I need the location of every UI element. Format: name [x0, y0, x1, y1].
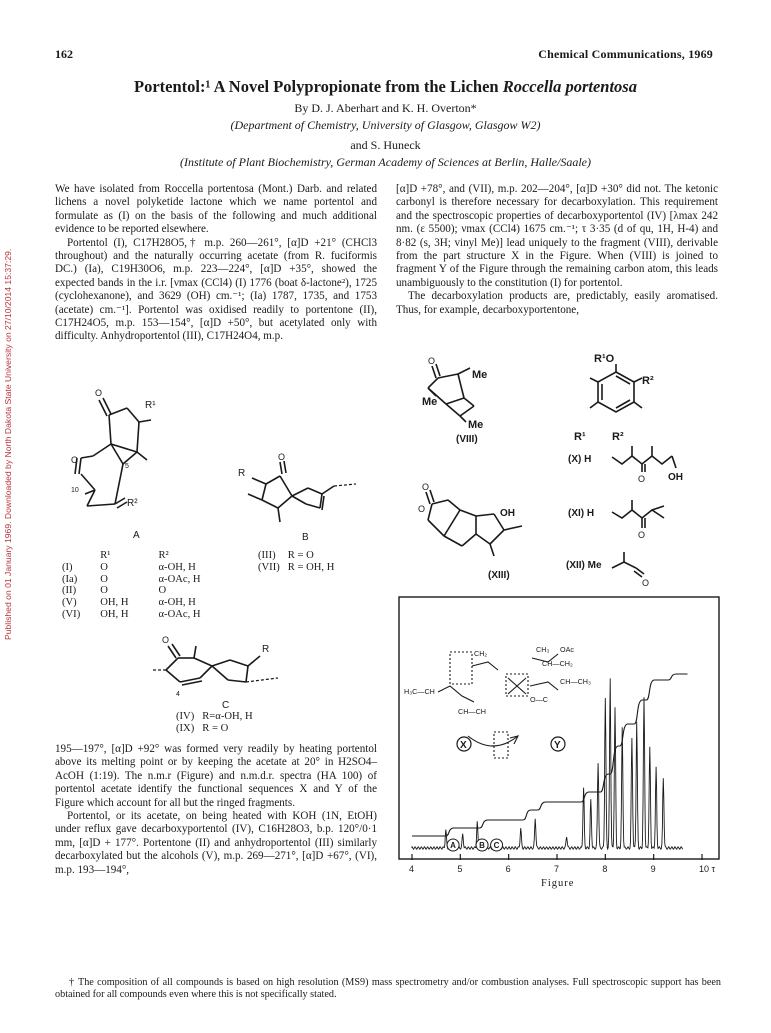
structure-XIII [418, 480, 548, 580]
svg-text:O: O [422, 482, 430, 492]
table-C-cell: (IX) [176, 722, 195, 734]
C-locant-4: 4 [176, 691, 180, 698]
peak-label-A: A [450, 841, 456, 850]
inset-ch2: CH₂ [474, 649, 488, 658]
fragment-XII-label: (XII) Me [566, 560, 602, 571]
figure-caption: Figure [541, 878, 575, 889]
paragraph: The decarboxylation products are, predictably, easily aromatised. Thus, for example, decarboxyportentone, [396, 290, 718, 316]
peak-label-C: C [493, 841, 500, 850]
table-A-cell: (II) [62, 585, 77, 597]
A-R2: R² [127, 498, 138, 509]
affiliation-2: (Institute of Plant Biochemistry, German Academy of Sciences at Berlin, Halle/Saale) [179, 155, 592, 169]
paragraph: Portentol (I), C17H28O5,† m.p. 260—261°, [α]D +21° (CHCl3 throughout) and the naturally occurring acetate (from R. fuciformis DC.) (Ia), C19H30O6, m.p. 223—224°, [α]D +35°, showed the expected bands in the i.r. [νmax (CCl4) (I) 1776 (boat δ-lactone²), 1725 (cyclohexanone), and 3629 (OH) cm.⁻¹; (Ia) 1787, 1735, and 1753 (acetate) cm.⁻¹]. Portentol was oxidised readily to portentone (II), C17H24O5, m.p. 153—154°, [α]D +50°, but acetylated only with difficulty. Anhydroportentol (III), C17H24O4, m.p. [55, 236, 377, 343]
table-C-cell: R=α-OH, H [202, 711, 253, 722]
C-R: R [262, 644, 270, 655]
paragraph: We have isolated from Roccella portentosa (Mont.) Darb. and related lichens a novel polyketide lactone which we name portentol and formulate as (I) on the basis of the following and much additional evidence to be reported elsewhere. [55, 183, 377, 236]
C-label: C [222, 700, 230, 711]
table-A-cell: (V) [62, 597, 77, 609]
paragraph: Portentol, or its acetate, on being heated with KOH (1N, EtOH) under reflux gave decarboxyportentol (IV), C16H28O3, b.p. 120°/0·1 mm, [α]D + 177°. Portentone (II) and anhydroportentol (III) similarly decarboxylated but the alcohols (V), m.p. 269—271°, [α]D +67°, (VI), m.p. 193—194°, [55, 810, 377, 876]
table-A-cell: (Ia) [62, 573, 78, 585]
svg-text:O: O [638, 530, 646, 540]
x-tick-label: 8 [602, 864, 608, 874]
fragment-X-OH: OH [668, 472, 683, 483]
inset-h3c-ch: H₃C—CH [404, 687, 435, 696]
structure-VIII [418, 358, 528, 448]
VIII-Me-left: Me [422, 396, 438, 408]
column-1-top [55, 183, 377, 344]
svg-text:O: O [95, 388, 103, 398]
svg-text:O: O [278, 452, 286, 462]
table-A-cell: α-OAc, H [158, 573, 201, 585]
table-B [258, 550, 342, 574]
x-tick-label: 9 [650, 864, 656, 874]
XIII-OH: OH [500, 508, 515, 519]
authors-line-1: By D. J. Aberhart and K. H. Overton* [294, 101, 477, 115]
svg-text:O: O [71, 455, 79, 465]
x-tick-label: 7 [554, 864, 560, 874]
table-A-cell: α-OAc, H [158, 608, 201, 620]
table-A-cell: (VI) [62, 608, 81, 620]
table-C-cell: (IV) [176, 711, 195, 722]
inset-ch-ch3: CH—CH₃ [560, 677, 591, 686]
A-locant-10: 10 [71, 487, 79, 494]
journal-title: Chemical Communications, 1969 [538, 47, 713, 61]
title-text: Portentol:¹ A Novel Polypropionate from the Lichen [134, 77, 503, 96]
VIII-Me-top: Me [472, 369, 488, 381]
table-A-head: R² [158, 550, 169, 561]
nmr-spectrum-figure [398, 596, 720, 886]
table-A-cell: O [100, 561, 108, 573]
figure-frame [399, 597, 719, 859]
XIII-label: (XIII) [488, 570, 510, 581]
authors-line-2: and S. Huneck [350, 138, 421, 152]
table-A-cell: O [100, 585, 108, 597]
affiliation-1: (Department of Chemistry, University of Glasgow, Glasgow W2) [230, 118, 541, 132]
inset-oac: OAc [560, 645, 574, 654]
inset-ch3: CH₃ [536, 645, 550, 654]
table-A-head [62, 550, 88, 562]
svg-text:O: O [428, 356, 436, 366]
table-A-cell: O [158, 585, 167, 597]
paragraph: [α]D +78°, and (VII), m.p. 202—204°, [α]D +30° did not. The ketonic carbonyl is therefore necessary for decarboxylation. This requirement and the spectroscopic properties of decarboxyportentol (IV) [λmax 242 nm. (ε 5500); νmax (CCl4) 1675 cm.⁻¹; τ 3·35 (d of qu, 1H, H-4) and 8·82 (s, 3H; vinyl Me)] lead uniquely to the fragment (VIII), derivable from the part structure X in the Figure. When (VIII) is joined to fragment Y of the Figure through the remaining carbon atom, this leads unambiguously to the constitution (I) for portentol. [396, 183, 718, 289]
x-tick-label: 4 [409, 864, 415, 874]
B-label: B [302, 532, 309, 543]
title-italic: Roccella portentosa [502, 77, 637, 96]
aromatic-R2: R² [642, 375, 654, 387]
structure-B [222, 448, 362, 543]
table-B-cell: R = OH, H [287, 561, 335, 573]
VIII-label: (VIII) [456, 434, 478, 445]
table-B-cell: (VII) [258, 561, 280, 573]
aromatic-head-R1: R¹ [574, 431, 586, 443]
table-C-cell: R = O [202, 722, 229, 734]
structure-C [150, 630, 300, 710]
table-A-cell: α-OH, H [158, 561, 196, 573]
aromatic-head-R2: R² [612, 431, 624, 443]
fragment-label-Y: Y [554, 740, 561, 751]
table-A [62, 550, 209, 621]
VIII-Me-bottom: Me [468, 419, 484, 431]
table-A-cell: O [100, 573, 108, 585]
fragment-label-X: X [460, 740, 467, 751]
structure-A [65, 378, 175, 541]
table-A-cell: (I) [62, 561, 73, 573]
table-A-cell: OH, H [100, 597, 129, 609]
table-B-cell: (III) [258, 550, 276, 561]
footnote-text: † The composition of all compounds is based on high resolution (MS9) mass spectrometry and/or combustion analyses. Full spectroscopic support has been obtained for all compounds even where this is not specifically stated. [55, 977, 721, 1000]
x-tick-label: 10 τ [699, 864, 716, 874]
inset-ch-ch-small: CH—CH [458, 707, 486, 716]
x-tick-label: 5 [457, 864, 463, 874]
inset-o-c: O—C [530, 695, 548, 704]
structure-aromatic [566, 352, 722, 592]
article-title [0, 77, 771, 97]
paragraph: 195—197°, [α]D +92° was formed very readily by heating portentol above its melting point or by keeping the acetate at 20° in H2SO4–AcOH (1:19). The n.m.r (Figure) and n.m.d.r. spectra (HA 100) of portentol acetate identify the functional sequences X and Y of the Figure which account for all but the ringed fragments. [55, 743, 377, 809]
svg-text:O: O [418, 504, 426, 514]
x-tick-label: 6 [505, 864, 511, 874]
fragment-X-label: (X) H [568, 454, 592, 465]
inset-ch-ch: CH—CH₂ [542, 659, 573, 668]
peak-label-B: B [479, 841, 485, 850]
table-A-cell: α-OH, H [158, 597, 196, 609]
A-R1: R¹ [145, 400, 156, 411]
table-C [176, 711, 261, 735]
table-B-cell: R = O [287, 550, 314, 561]
table-A-head: R¹ [100, 550, 111, 561]
B-R: R [238, 468, 246, 479]
footnote [55, 977, 721, 1001]
column-2-top [396, 183, 718, 317]
page-number: 162 [55, 47, 73, 61]
A-locant-5: 5 [125, 463, 129, 470]
table-A-cell: OH, H [100, 608, 129, 620]
svg-text:O: O [642, 578, 650, 588]
svg-text:O: O [638, 474, 646, 484]
A-label: A [133, 530, 140, 541]
aromatic-R1O: R¹O [594, 353, 615, 365]
download-notice: Published on 01 January 1969. Downloaded by North Dakota State University on 27/10/2014 15:37:29. [3, 248, 13, 640]
column-1-bottom [55, 743, 377, 877]
svg-text:O: O [162, 635, 170, 645]
fragment-XI-label: (XI) H [568, 508, 595, 519]
